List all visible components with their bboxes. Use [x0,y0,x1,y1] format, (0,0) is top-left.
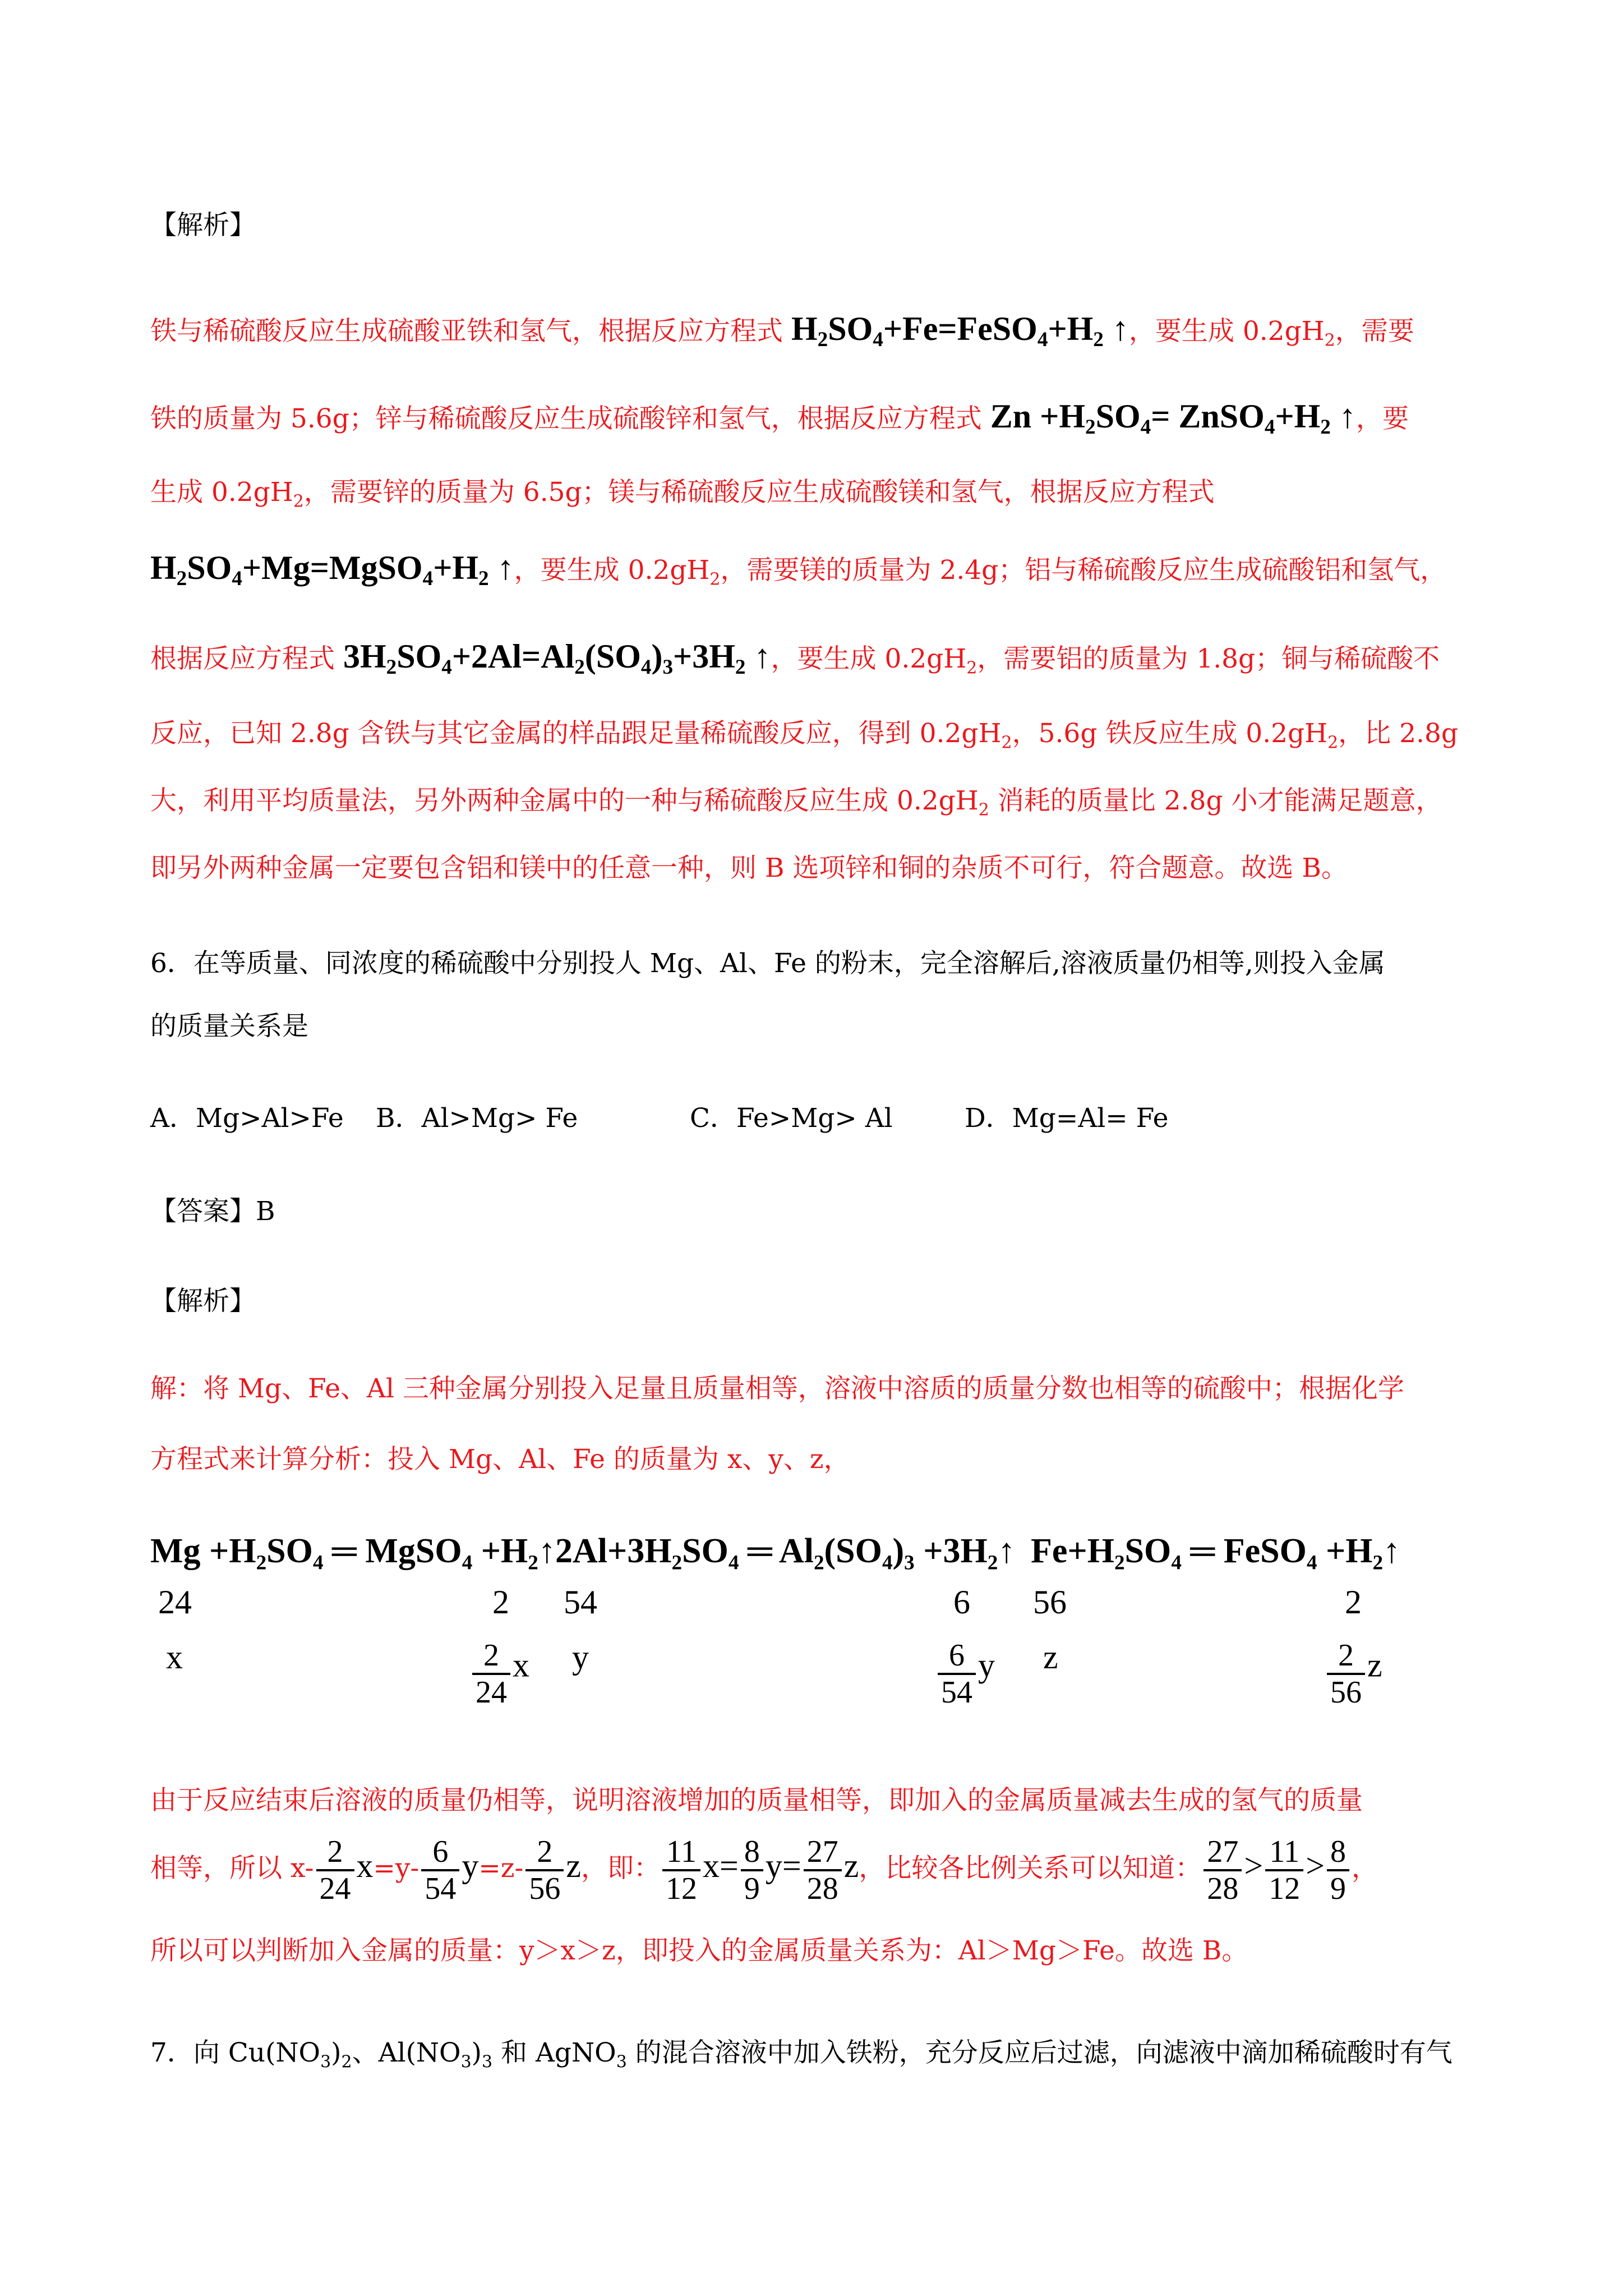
analysis-text-line: 反应，已知 2.8g 含铁与其它金属的样品跟足量稀硫酸反应，得到 $0.2gH_2$，5.6g 铁反应生成 $0.2gH_2$，比 2.8g [150,718,1458,753]
analysis-header: 【解析】 [150,1286,256,1317]
analysis-text-line: 根据反应方程式 $3H_2SO_4+2Al=Al_2(SO_4)_3+3H_2$ ↑，要生成 $0.2gH_2$，需要铝的质量为 1.8g；铜与稀硫酸不 [150,638,1440,679]
fraction-mg: $\frac{2}{24}$ x [470,1638,529,1710]
option-c: C．Fe>Mg> Al [690,1103,893,1134]
answer: 【答案】B [150,1196,275,1227]
analysis-text-line: 大，利用平均质量法，另外两种金属中的一种与稀硫酸反应生成 $0.2gH_2$ 消耗的质量比 2.8g 小才能满足题意， [150,785,1442,820]
fraction-fe: $\frac{2}{56}$ z [1325,1638,1382,1710]
hydrogen-mass-al: 6 [953,1584,970,1621]
ratio-line: 相等，所以 x- $\frac{2}{24}$ x=y- $\frac{6}{54}$ y=z- $\frac{2}{56}$ z，即： $\frac{11}{12}$ x= $\frac{8}{9}$ y= $\frac{27}{28}$ z，比较各比例关系可以知道： $\frac{27}{28}$ > $\frac{11}{12}$ > $\frac{8}{9}$ ， [150,1834,1378,1906]
hydrogen-mass-mg: 2 [492,1584,509,1621]
molar-mass-al: 54 [564,1584,597,1621]
fraction-al: $\frac{6}{54}$ y [935,1638,995,1710]
option-a: A．Mg>Al>Fe [150,1103,344,1134]
option-b: B．Al>Mg> Fe [376,1103,578,1134]
analysis-text-line: 由于反应结束后溶液的质量仍相等，说明溶液增加的质量相等，即加入的金属质量减去生成的氢气的质量 [150,1785,1363,1816]
question-6-text: 的质量关系是 [150,1011,308,1042]
equation-fe: $H_2SO_4+Fe=FeSO_4+H_2$ ↑ [791,310,1129,352]
reaction-al: 2Al+3H₂SO₄ ═ Al₂(SO₄)₃ +3H₂↑ [555,1532,1016,1570]
analysis-text-line: 解：将 Mg、Fe、Al 三种金属分别投入足量且质量相等，溶液中溶质的质量分数也相等的硫酸中；根据化学 [150,1373,1404,1404]
analysis-header: 【解析】 [150,210,256,241]
molar-mass-fe: 56 [1033,1584,1067,1621]
analysis-text-line: 方程式来计算分析：投入 Mg、Al、Fe 的质量为 x、y、z， [150,1444,850,1475]
analysis-text-line: 铁的质量为 5.6g；锌与稀硫酸反应生成硫酸锌和氢气，根据反应方程式 $Zn +H_2SO_4=$ $ZnSO_4+H_2$ ↑，要 [150,398,1409,439]
analysis-text-line: 生成 $0.2gH_2$，需要锌的质量为 6.5g；镁与稀硫酸反应生成硫酸镁和氢气，根据反应方程式 [150,477,1215,512]
reaction-fe: Fe+H₂SO₄ ═ FeSO₄ +H₂↑ [1031,1532,1401,1570]
equation-zn: $Zn +H_2SO_4=$ $ZnSO_4+H_2$ ↑ [990,398,1356,439]
option-d: D．Mg=Al= Fe [965,1103,1169,1134]
equation-al: $3H_2SO_4+2Al=Al_2(SO_4)_3+3H_2$ ↑ [343,638,771,679]
variable-y: y [572,1639,589,1676]
equation-mg: $H_2SO_4+Mg=MgSO_4+H_2$ ↑ [150,549,514,591]
molar-mass-mg: 24 [158,1584,192,1621]
analysis-text-line: 即另外两种金属一定要包含铝和镁中的任意一种，则 B 选项锌和铜的杂质不可行，符合题意。故选 B。 [150,853,1348,884]
hydrogen-mass-fe: 2 [1345,1584,1362,1621]
question-6-text: 6．在等质量、同浓度的稀硫酸中分别投人 Mg、Al、Fe 的粉末，完全溶解后,溶液质量仍相等,则投入金属 [150,948,1385,979]
analysis-text-line: $H_2SO_4+Mg=MgSO_4+H_2$ ↑，要生成 $0.2gH_2$，需要镁的质量为 2.4g；铝与稀硫酸反应生成硫酸铝和氢气， [150,549,1447,591]
analysis-text-line: 铁与稀硫酸反应生成硫酸亚铁和氢气，根据反应方程式 $H_2SO_4+Fe=FeSO_4+H_2$ ↑，要生成 $0.2gH_2$，需要 [150,310,1414,352]
variable-x: x [166,1639,183,1676]
question-7-text: 7．向 $Cu(NO_3)_2$、$Al(NO_3)_3$ 和 AgNO$_3$ 的混合溶液中加入铁粉，充分反应后过滤，向滤液中滴加稀硫酸时有气 [150,2037,1453,2072]
analysis-text-line: 所以可以判断加入金属的质量：y＞x＞z，即投入的金属质量关系为：Al＞Mg＞Fe。故选 B。 [150,1935,1248,1966]
reaction-mg: Mg +H₂SO₄ ═ MgSO₄ +H₂↑ [150,1532,556,1570]
variable-z: z [1043,1639,1058,1676]
